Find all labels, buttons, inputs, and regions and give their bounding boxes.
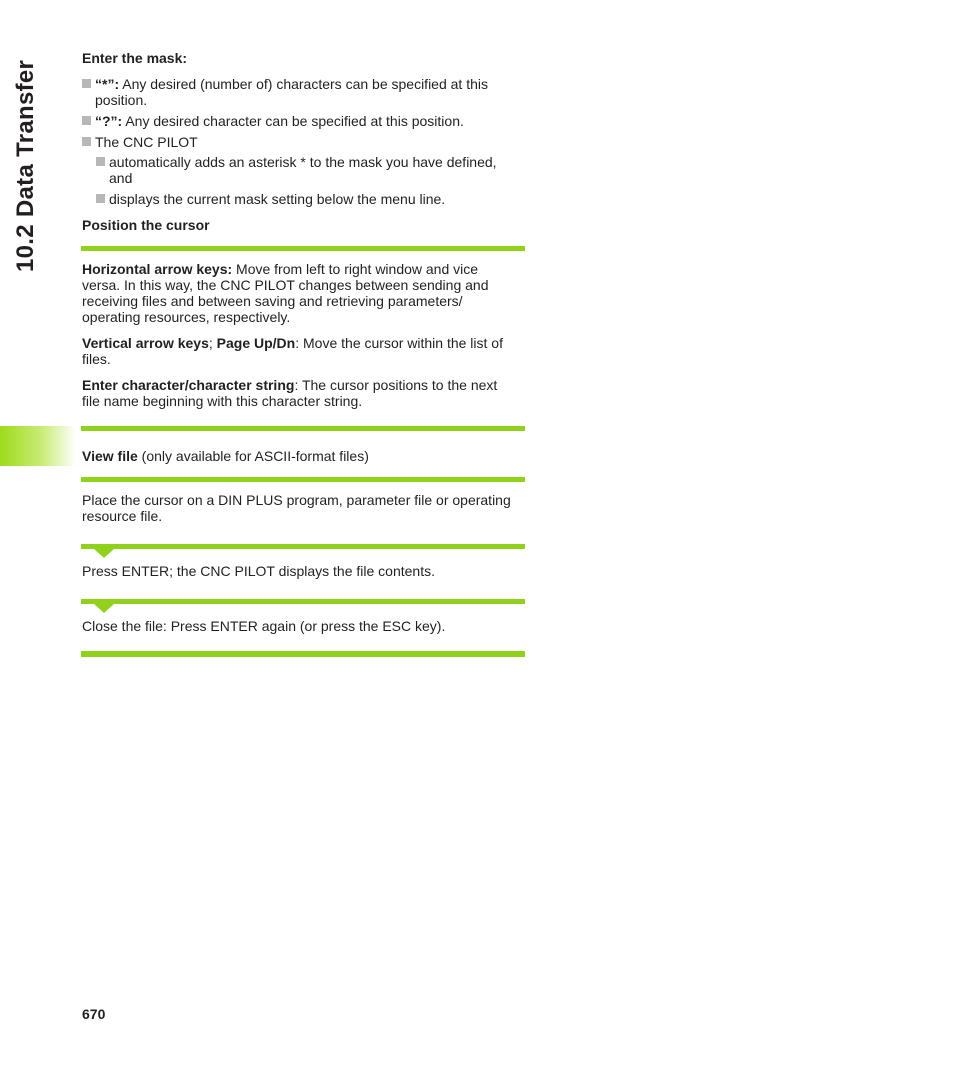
wildcard-asterisk-label: “*”: <box>95 76 120 92</box>
square-bullet-icon <box>96 157 105 166</box>
cursor-heading: Position the cursor <box>82 217 210 233</box>
section-end-divider <box>81 651 525 657</box>
horizontal-keys-label: Horizontal arrow keys: <box>82 261 233 277</box>
list-item-text: Any desired (number of) characters can be specified at this <box>122 76 488 92</box>
list-item-text: and <box>109 170 133 186</box>
list-item-text: displays the current mask setting below the menu line. <box>109 191 446 207</box>
list-item <box>82 76 526 110</box>
separator-text: ; <box>208 335 217 351</box>
sub-list-item <box>96 191 526 209</box>
square-bullet-icon <box>82 137 91 146</box>
paragraph-text: receiving files and between saving and retrieving parameters/ <box>82 293 463 309</box>
paragraph-text: versa. In this way, the CNC PILOT changes between sending and <box>82 277 489 293</box>
list-item-text: automatically adds an asterisk * to the mask you have defined, <box>109 154 497 170</box>
square-bullet-icon <box>96 194 105 203</box>
section-divider <box>81 246 525 251</box>
wildcard-question-label: “?”: <box>95 113 123 129</box>
list-item <box>82 113 526 131</box>
vertical-keys-paragraph <box>82 335 526 367</box>
step-arrow-icon <box>94 549 114 558</box>
chapter-side-tab <box>0 426 76 466</box>
enter-string-paragraph <box>82 377 526 409</box>
paragraph-text: operating resources, respectively. <box>82 309 291 325</box>
page-keys-label: Page Up/Dn <box>216 335 296 351</box>
list-item-text: position. <box>95 92 148 108</box>
paragraph-text: : The cursor positions to the next <box>294 377 498 393</box>
horizontal-keys-paragraph <box>82 261 526 325</box>
page-number: 670 <box>82 1006 106 1022</box>
paragraph-text: resource file. <box>82 508 163 524</box>
paragraph-text: : Move the cursor within the list of <box>295 335 503 351</box>
paragraph-text: Move from left to right window and vice <box>236 261 479 277</box>
chapter-title-text: 10.2 Data Transfer <box>12 59 39 272</box>
list-item-text: Any desired character can be specified at this position. <box>125 113 464 129</box>
step-text: Press ENTER; the CNC PILOT displays the file contents. <box>82 563 435 579</box>
mask-heading: Enter the mask: <box>82 50 188 66</box>
list-item-text: The CNC PILOT <box>95 134 198 150</box>
view-file-label: View file <box>82 448 138 464</box>
paragraph-text: Place the cursor on a DIN PLUS program, parameter file or operating <box>82 492 511 508</box>
enter-string-label: Enter character/character string <box>82 377 295 393</box>
vertical-keys-label: Vertical arrow keys <box>82 335 209 351</box>
square-bullet-icon <box>82 79 91 88</box>
section-divider <box>81 477 525 482</box>
sub-list-item <box>96 154 526 188</box>
paragraph-text: file name beginning with this character string. <box>82 393 363 409</box>
list-item <box>82 134 526 152</box>
square-bullet-icon <box>82 116 91 125</box>
step-divider <box>81 599 525 604</box>
section-divider <box>81 426 525 431</box>
view-file-heading <box>82 448 526 464</box>
chapter-title <box>10 10 60 270</box>
view-file-note: (only available for ASCII-format files) <box>137 448 369 464</box>
paragraph-text: files. <box>82 351 111 367</box>
step-arrow-icon <box>94 604 114 613</box>
step-text <box>82 492 526 524</box>
step-divider <box>81 544 525 549</box>
step-text: Close the file: Press ENTER again (or press the ESC key). <box>82 618 446 634</box>
